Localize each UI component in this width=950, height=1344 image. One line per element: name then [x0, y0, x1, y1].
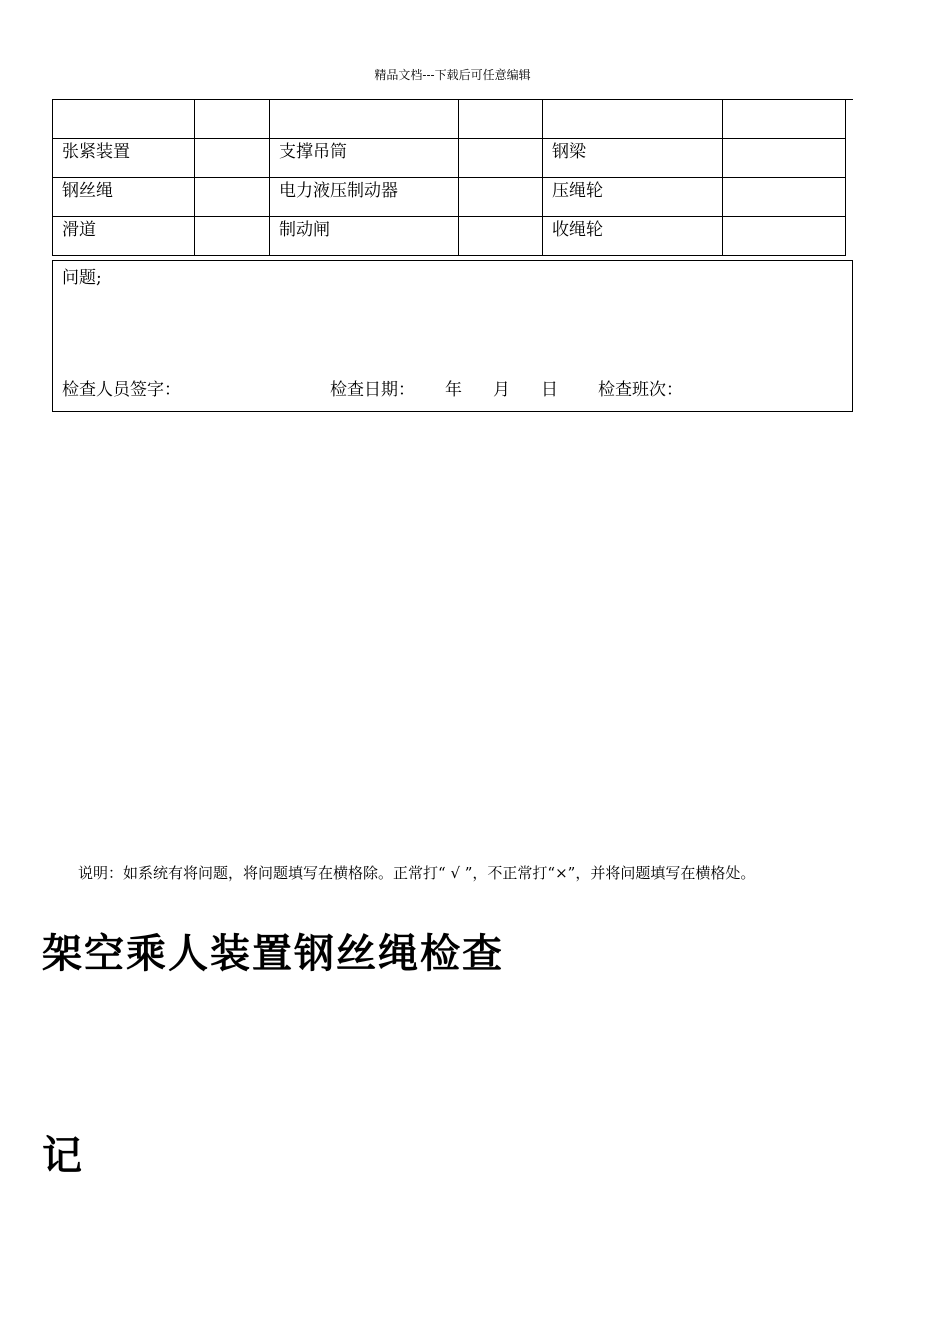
table-row: [53, 217, 846, 256]
check-cell[interactable]: [723, 178, 846, 217]
date-label: 检查日期：: [330, 380, 415, 400]
item-label: 压绳轮: [543, 178, 723, 217]
check-cell[interactable]: [459, 217, 543, 256]
table-cell[interactable]: [195, 100, 270, 139]
table-edge-tick: [845, 99, 853, 100]
check-cell[interactable]: [723, 139, 846, 178]
page-header: 精品文档---下载后可任意编辑: [374, 68, 531, 82]
item-label: 张紧装置: [53, 139, 195, 178]
instruction-note: 说明：如系统有将问题，将问题填写在横格除。正常打“ √ ”，不正常打“×”，并将问题填写在横格处。: [78, 864, 756, 882]
table-cell[interactable]: [543, 100, 723, 139]
inspection-table: [52, 99, 846, 256]
item-label: 支撑吊筒: [270, 139, 459, 178]
item-label: 钢丝绳: [53, 178, 195, 217]
item-label: 收绳轮: [543, 217, 723, 256]
check-cell[interactable]: [195, 217, 270, 256]
table-cell[interactable]: [459, 100, 543, 139]
table-row: [53, 139, 846, 178]
year-label: 年: [445, 380, 462, 400]
item-label: 制动闸: [270, 217, 459, 256]
check-cell[interactable]: [195, 139, 270, 178]
table-cell[interactable]: [53, 100, 195, 139]
table-row: [53, 100, 846, 139]
item-label: 电力液压制动器: [270, 178, 459, 217]
signature-label: 检查人员签字：: [62, 380, 181, 400]
check-cell[interactable]: [459, 178, 543, 217]
table-cell[interactable]: [723, 100, 846, 139]
page-title: 架空乘人装置钢丝绳检查: [42, 931, 504, 977]
shift-label: 检查班次：: [598, 380, 683, 400]
page-title-continued: 记: [42, 1133, 82, 1179]
table-row: [53, 178, 846, 217]
month-label: 月: [493, 380, 510, 400]
table-cell[interactable]: [270, 100, 459, 139]
check-cell[interactable]: [723, 217, 846, 256]
problem-label: 问题;: [62, 268, 102, 288]
check-cell[interactable]: [459, 139, 543, 178]
item-label: 滑道: [53, 217, 195, 256]
check-cell[interactable]: [195, 178, 270, 217]
day-label: 日: [541, 380, 558, 400]
problem-box[interactable]: [52, 260, 853, 412]
item-label: 钢梁: [543, 139, 723, 178]
